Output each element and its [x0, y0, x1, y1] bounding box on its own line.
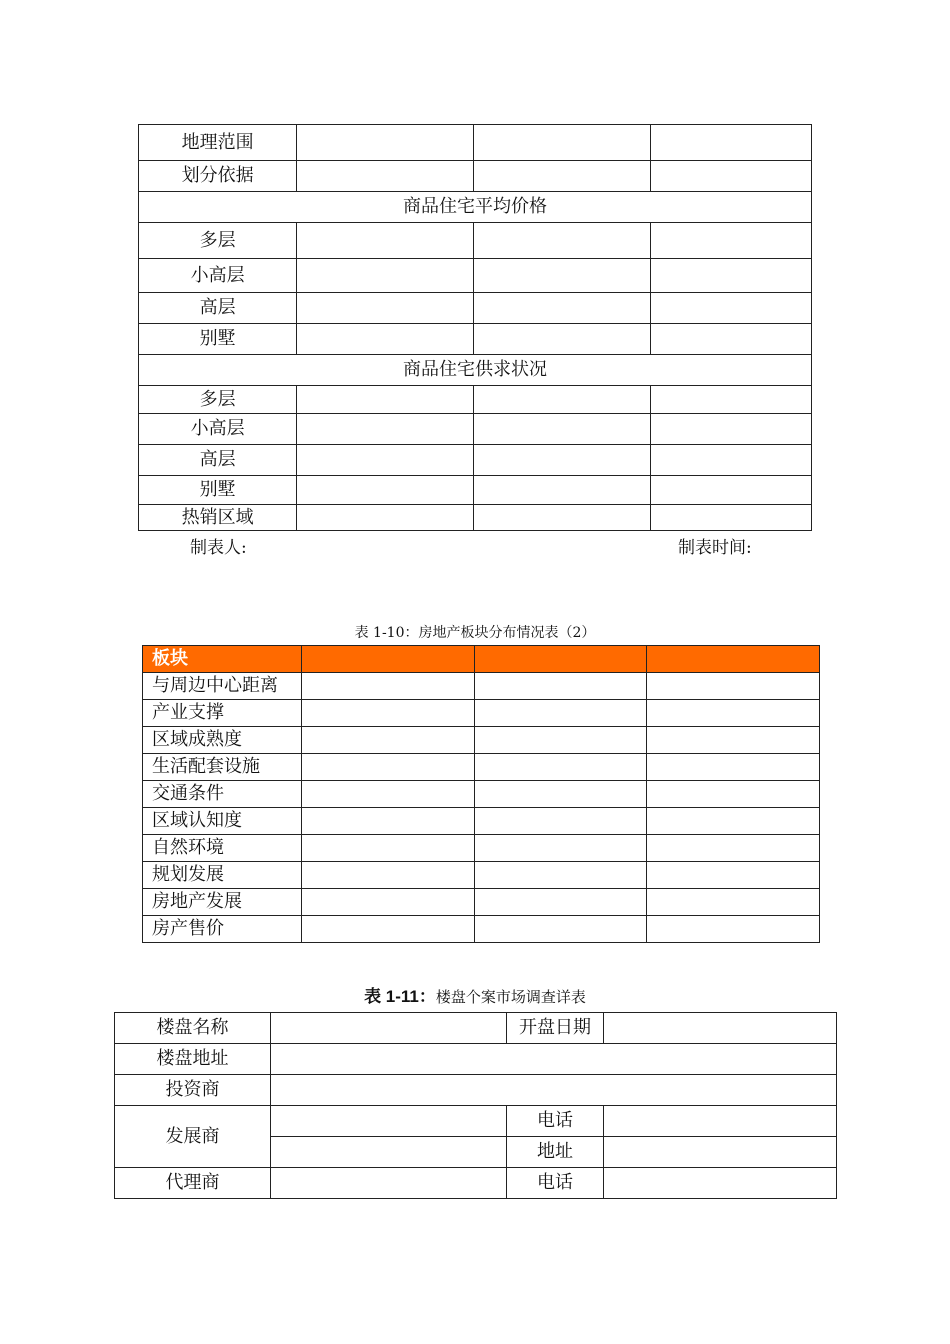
table-row: [139, 324, 812, 355]
agent-phone-label: 电话: [507, 1168, 604, 1199]
table-cell: [475, 754, 647, 781]
table-row: [143, 673, 820, 700]
developer-cell: [271, 1106, 507, 1137]
row-label: 房产售价: [143, 916, 302, 943]
district-distribution-table: [142, 645, 820, 943]
table-row: [139, 223, 812, 259]
table3-caption-number: 表 1-11：: [364, 987, 436, 1006]
table-cell: [647, 754, 820, 781]
row-label: 区域认知度: [143, 808, 302, 835]
table-cell: [474, 445, 650, 476]
table-row: [143, 727, 820, 754]
table-cell: [647, 673, 820, 700]
table-cell: [650, 293, 811, 324]
table-row: [143, 835, 820, 862]
table-cell: [474, 414, 650, 445]
table-cell: [650, 505, 811, 531]
row-label: 产业支撑: [143, 700, 302, 727]
table-row: [139, 293, 812, 324]
table-cell: [297, 386, 474, 414]
table-cell: [647, 727, 820, 754]
table-row: [115, 1106, 837, 1137]
table-cell: [650, 476, 811, 505]
table-row: [143, 808, 820, 835]
table-cell: [302, 862, 475, 889]
table-cell: [475, 727, 647, 754]
table-cell: [647, 835, 820, 862]
table-cell: [474, 161, 650, 192]
table-cell: [297, 293, 474, 324]
agent-label: 代理商: [115, 1168, 271, 1199]
table-row: [143, 754, 820, 781]
table-row: [139, 505, 812, 531]
row-label: 多层: [139, 386, 297, 414]
table2-caption: 表 1-10：房地产板块分布情况表（2）: [354, 625, 596, 641]
table-time-label: 制表时间:: [678, 538, 752, 558]
table-row: [143, 781, 820, 808]
table-cell: [474, 125, 650, 161]
table-cell: [650, 223, 811, 259]
table-row: [139, 161, 812, 192]
project-survey-table: [114, 1012, 837, 1199]
developer-address-label: 地址: [507, 1137, 604, 1168]
table-cell: [647, 700, 820, 727]
table-cell: [650, 161, 811, 192]
market-range-table: [138, 124, 812, 531]
table-cell: [302, 754, 475, 781]
table-cell: [474, 223, 650, 259]
table-cell: [297, 223, 474, 259]
section-title: 商品住宅平均价格: [139, 192, 812, 223]
row-label: 热销区域: [139, 505, 297, 531]
table-cell: [297, 259, 474, 293]
section-row: [139, 192, 812, 223]
developer-phone-cell: [604, 1106, 837, 1137]
table-cell: [475, 808, 647, 835]
developer-label: 发展商: [115, 1106, 271, 1168]
row-label: 地理范围: [139, 125, 297, 161]
row-label: 划分依据: [139, 161, 297, 192]
table-row: [143, 889, 820, 916]
agent-cell: [271, 1168, 507, 1199]
row-label: 生活配套设施: [143, 754, 302, 781]
project-name-cell: [271, 1013, 507, 1044]
investor-label: 投资商: [115, 1075, 271, 1106]
developer-cell-2: [271, 1137, 507, 1168]
table-cell: [302, 781, 475, 808]
table-row: [139, 445, 812, 476]
table-row: [115, 1044, 837, 1075]
table2-header-row: [143, 646, 820, 673]
table-cell: [475, 916, 647, 943]
table-cell: [650, 125, 811, 161]
row-label: 房地产发展: [143, 889, 302, 916]
table-cell: [650, 324, 811, 355]
table-cell: [474, 505, 650, 531]
table-cell: [647, 808, 820, 835]
table-maker-label: 制表人:: [190, 538, 247, 558]
table-cell: [474, 324, 650, 355]
table-row: [115, 1013, 837, 1044]
row-label: 与周边中心距离: [143, 673, 302, 700]
table-cell: [475, 862, 647, 889]
table-cell: [650, 259, 811, 293]
project-name-label: 楼盘名称: [115, 1013, 271, 1044]
table-row: [143, 700, 820, 727]
agent-phone-cell: [604, 1168, 837, 1199]
table-cell: [647, 862, 820, 889]
table-cell: [475, 673, 647, 700]
table-row: [143, 862, 820, 889]
section-title: 商品住宅供求状况: [139, 355, 812, 386]
table-cell: [302, 700, 475, 727]
row-label: 交通条件: [143, 781, 302, 808]
table-row: [143, 916, 820, 943]
table-cell: [650, 414, 811, 445]
table2-header-label: 板块: [143, 646, 302, 673]
table-cell: [302, 727, 475, 754]
table-cell: [647, 781, 820, 808]
table-cell: [297, 125, 474, 161]
row-label: 区域成熟度: [143, 727, 302, 754]
section-row: [139, 355, 812, 386]
row-label: 别墅: [139, 324, 297, 355]
row-label: 别墅: [139, 476, 297, 505]
open-date-cell: [604, 1013, 837, 1044]
row-label: 自然环境: [143, 835, 302, 862]
table-cell: [475, 700, 647, 727]
table-cell: [474, 386, 650, 414]
table-row: [139, 386, 812, 414]
table-row: [139, 125, 812, 161]
row-label: 高层: [139, 445, 297, 476]
project-address-cell: [271, 1044, 837, 1075]
table-cell: [474, 293, 650, 324]
table-cell: [302, 916, 475, 943]
table3-caption-title: 楼盘个案市场调查详表: [435, 988, 586, 1006]
developer-phone-label: 电话: [507, 1106, 604, 1137]
row-label: 小高层: [139, 414, 297, 445]
table-cell: [297, 324, 474, 355]
table-cell: [650, 445, 811, 476]
table-row: [115, 1075, 837, 1106]
table-cell: [475, 835, 647, 862]
table-cell: [297, 476, 474, 505]
table-cell: [297, 505, 474, 531]
table-cell: [647, 916, 820, 943]
open-date-label: 开盘日期: [507, 1013, 604, 1044]
row-label: 小高层: [139, 259, 297, 293]
row-label: 规划发展: [143, 862, 302, 889]
table-cell: [302, 673, 475, 700]
table-cell: [297, 445, 474, 476]
project-address-label: 楼盘地址: [115, 1044, 271, 1075]
developer-address-cell: [604, 1137, 837, 1168]
table-cell: [302, 889, 475, 916]
table-row: [139, 476, 812, 505]
table-cell: [474, 259, 650, 293]
row-label: 多层: [139, 223, 297, 259]
table-cell: [650, 386, 811, 414]
table3-caption: [0, 982, 950, 1007]
table-cell: [302, 808, 475, 835]
table-row: [139, 259, 812, 293]
table-cell: [297, 161, 474, 192]
table-row: [115, 1168, 837, 1199]
table-cell: [475, 781, 647, 808]
table-cell: [302, 835, 475, 862]
row-label: 高层: [139, 293, 297, 324]
table-cell: [297, 414, 474, 445]
table-cell: [474, 476, 650, 505]
investor-cell: [271, 1075, 837, 1106]
table-cell: [647, 889, 820, 916]
table-row: [139, 414, 812, 445]
table-cell: [475, 889, 647, 916]
